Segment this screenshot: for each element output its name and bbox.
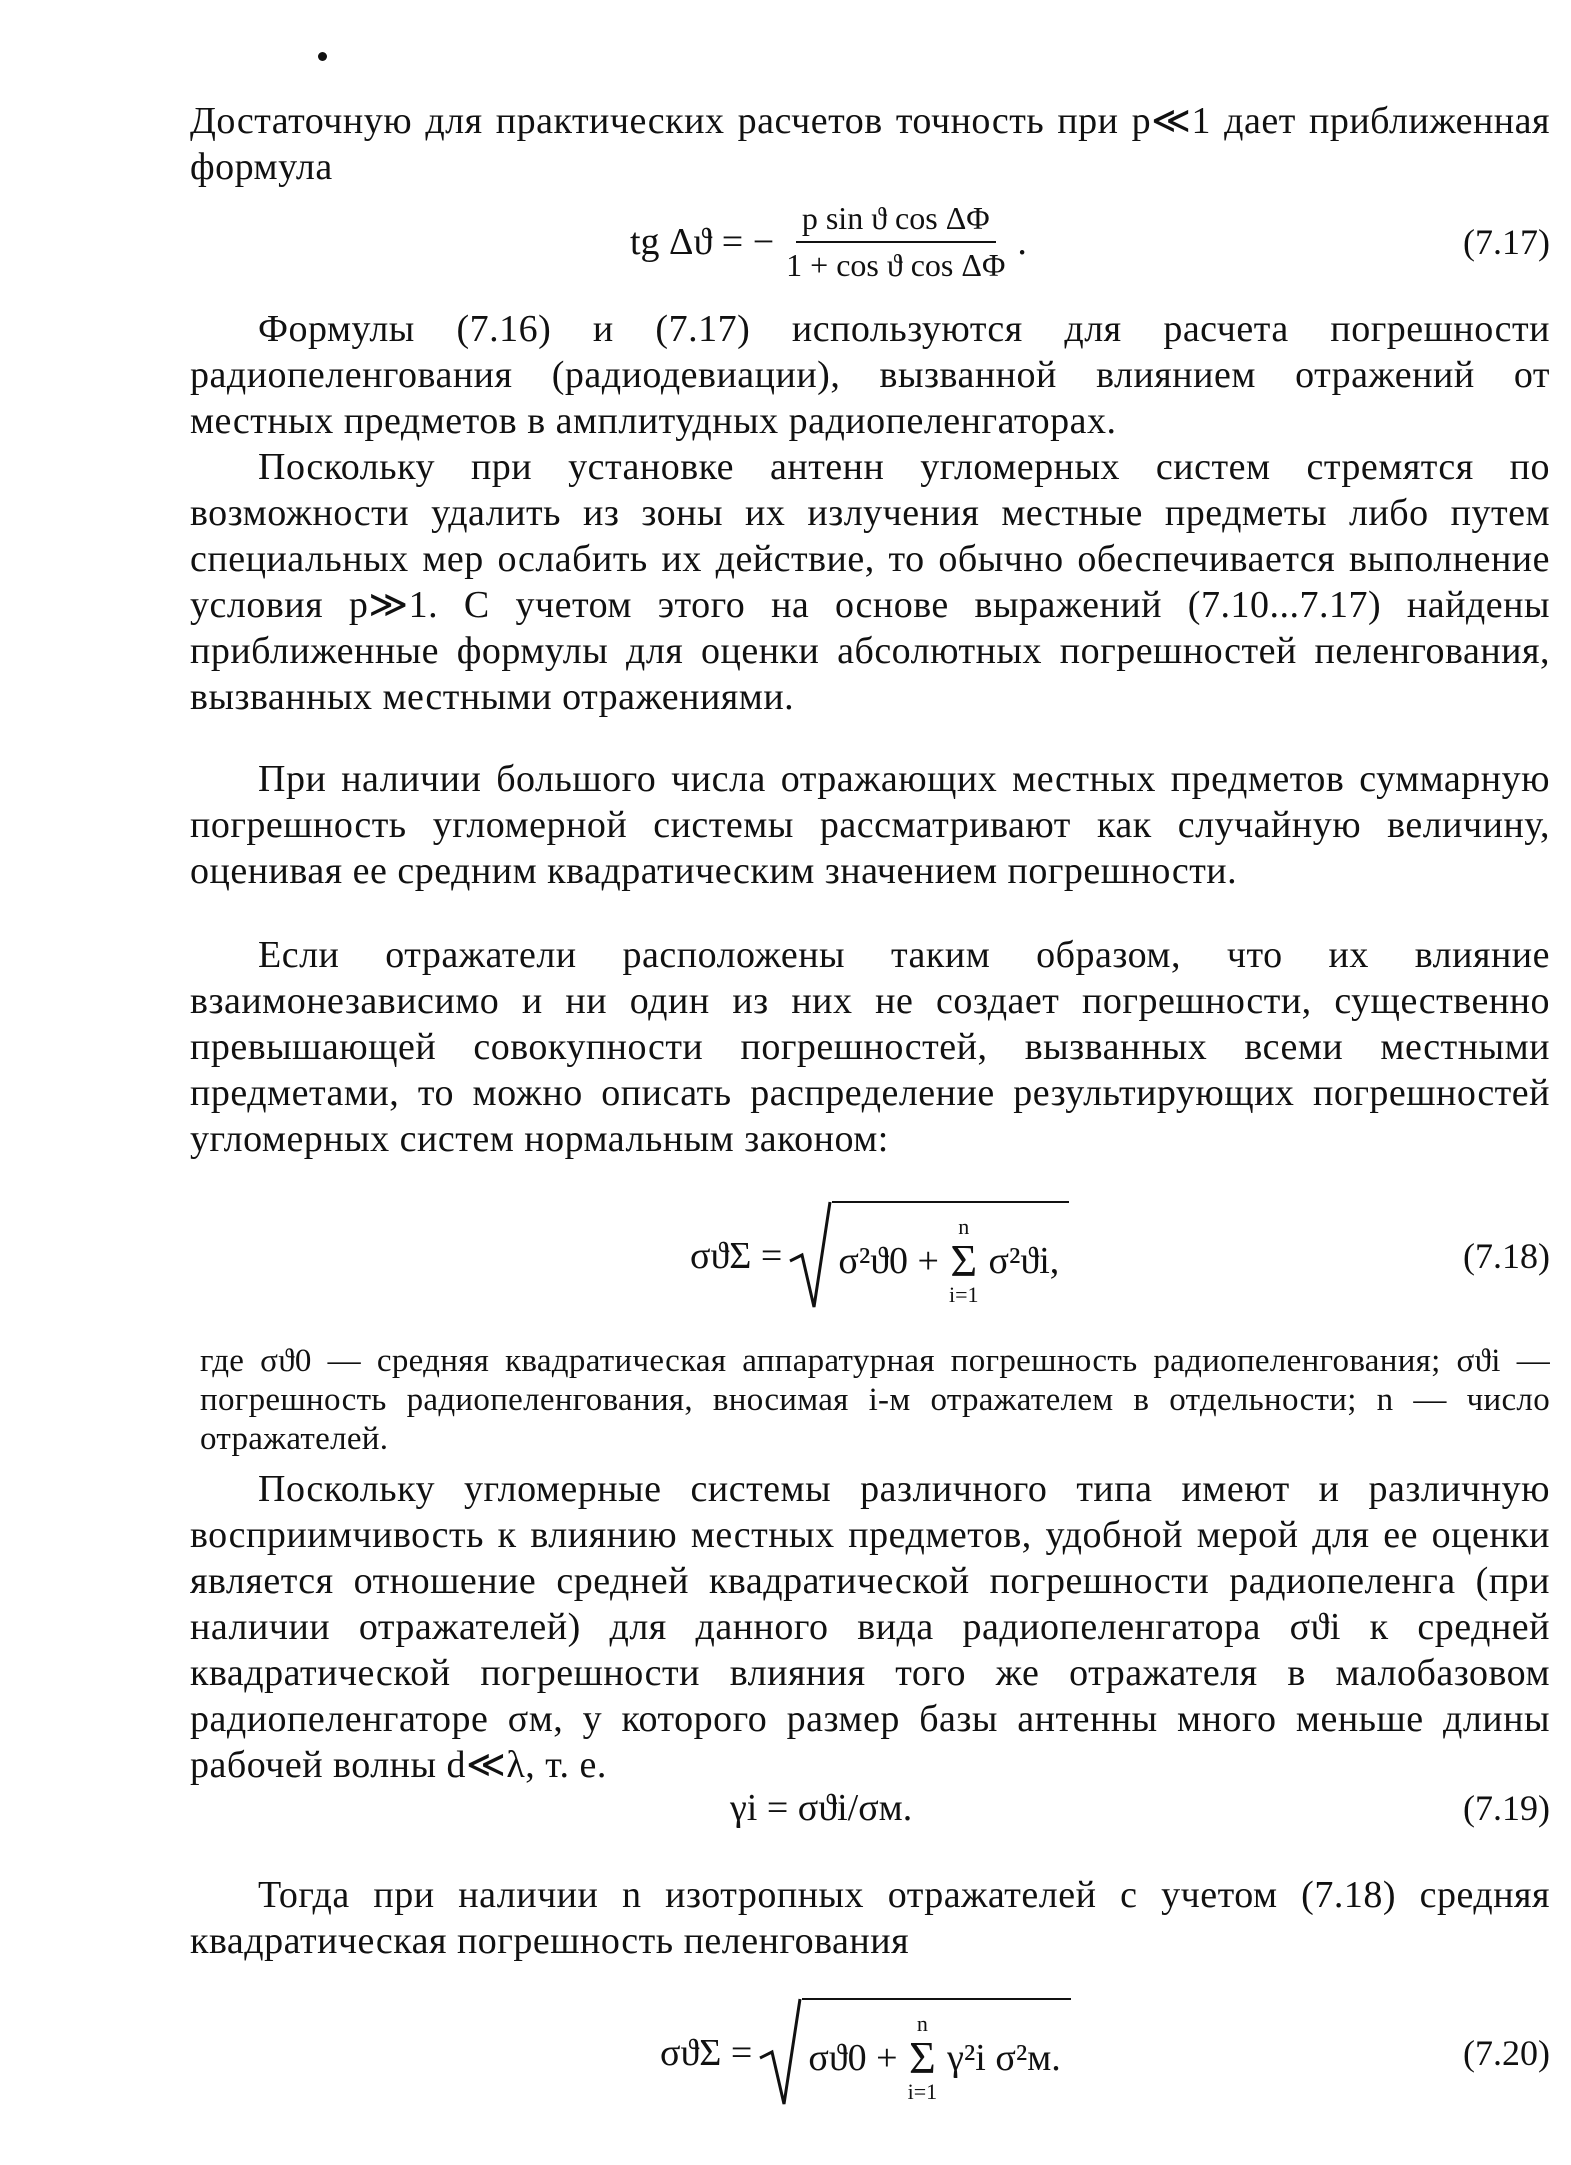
paragraph-1: Достаточную для практических расчетов точность при p≪1 дает приближенная формула [190, 100, 1550, 188]
eq18-radical [788, 1201, 1069, 1311]
equation-number-7-20: (7.20) [1463, 2032, 1550, 2073]
paragraph-3: Поскольку при установке антенн угломерных систем стремятся по возможности удалить из зоны их излучения местные предметы либо путем специальных мер ослабить их действие, то обычно обеспечивается выполнение условия p≫1. С учетом этого на основе выражений (7.10...7.17) найдены приближенные формулы для оценки абсолютных погрешностей пеленгования, вызванных местными отражениями. [190, 446, 1550, 718]
eq19-formula: γi = σϑi/σм. [730, 1787, 913, 1829]
equation-7-18-formula [690, 1196, 1069, 1316]
square-root-icon [788, 1201, 832, 1311]
eq20-term2: γ²i σ²м. [947, 2036, 1061, 2079]
eq17-lhs: tg Δϑ = − [630, 221, 775, 263]
paragraph-where: где σϑ0 — средняя квадратическая аппаратурная погрешность радиопеленгования; σϑi — погрешность радиопеленгования, вносимая i-м отражателем в отдельности; n — число отражателей. [200, 1343, 1550, 1457]
equation-7-20 [190, 1990, 1550, 2115]
eq20-lhs: σϑΣ = [660, 2031, 753, 2074]
eq17-tail: . [1017, 221, 1027, 263]
eq17-numerator: p sin ϑ cos ΔΦ [796, 200, 996, 243]
eq20-sum-bottom: i=1 [907, 2078, 938, 2104]
paragraph-2: Формулы (7.16) и (7.17) используются для расчета погрешности радиопеленгования (радиодевиации), вызванной влиянием отражений от местных предметов в амплитудных радиопеленгаторах. [190, 308, 1550, 442]
eq17-denominator: 1 + cos ϑ cos ΔΦ [786, 247, 1006, 283]
eq20-sum [908, 2012, 938, 2104]
sigma-sum-icon: Σ [950, 1235, 978, 1286]
equation-number-7-19: (7.19) [1463, 1788, 1550, 1828]
eq20-radicand [802, 1998, 1070, 2108]
eq20-term1: σϑ0 + [808, 2036, 898, 2079]
equation-7-20-formula [660, 1990, 1071, 2115]
square-root-icon [758, 1998, 802, 2108]
eq17-fraction [780, 200, 1011, 284]
eq18-sum-bottom: i=1 [948, 1282, 979, 1307]
eq18-tail: , [1049, 1240, 1060, 1282]
eq18-sum-top: n [958, 1214, 970, 1239]
margin-dot [318, 52, 327, 61]
eq20-radical [758, 1998, 1070, 2108]
paragraph-7: Тогда при наличии n изотропных отражателей с учетом (7.18) средняя квадратическая погрешность пеленгования [190, 1874, 1550, 1962]
eq20-sum-top: n [916, 2010, 928, 2036]
eq18-term1: σ²ϑ0 + [838, 1240, 939, 1282]
eq18-lhs: σϑΣ = [690, 1235, 783, 1277]
equation-7-17-formula [630, 192, 1027, 292]
sigma-sum-icon: Σ [908, 2031, 936, 2083]
paragraph-5: Если отражатели расположены таким образом, что их влияние взаимонезависимо и ни один из них не создает погрешности, существенно превышающей совокупности погрешностей, вызванных всеми местными предметами, то можно описать распределение результирующих погрешностей угломерных систем нормальным законом: [190, 934, 1550, 1160]
eq18-term2: σ²ϑi [988, 1240, 1050, 1282]
eq18-sum [949, 1215, 979, 1307]
equation-7-18 [190, 1196, 1550, 1316]
equation-number-7-18: (7.18) [1463, 1236, 1550, 1276]
eq18-radicand [832, 1201, 1069, 1311]
equation-7-17 [190, 192, 1550, 292]
equation-7-19 [190, 1778, 1550, 1838]
paragraph-6: Поскольку угломерные системы различного типа имеют и различную восприимчивость к влиянию местных предметов, удобной мерой для ее оценки является отношение средней квадратической погрешности радиопеленга (при наличии отражателей) для данного вида радиопеленгатора σϑi к средней квадратической погрешности влияния того же отражателя в малобазовом радиопеленгаторе σм, у которого размер базы антенны много меньше длины рабочей волны d≪λ, т. е. [190, 1468, 1550, 1786]
equation-number-7-17: (7.17) [1463, 222, 1550, 262]
paragraph-4: При наличии большого числа отражающих местных предметов суммарную погрешность угломерной системы рассматривают как случайную величину, оценивая ее средним квадратическим значением погрешности. [190, 758, 1550, 892]
